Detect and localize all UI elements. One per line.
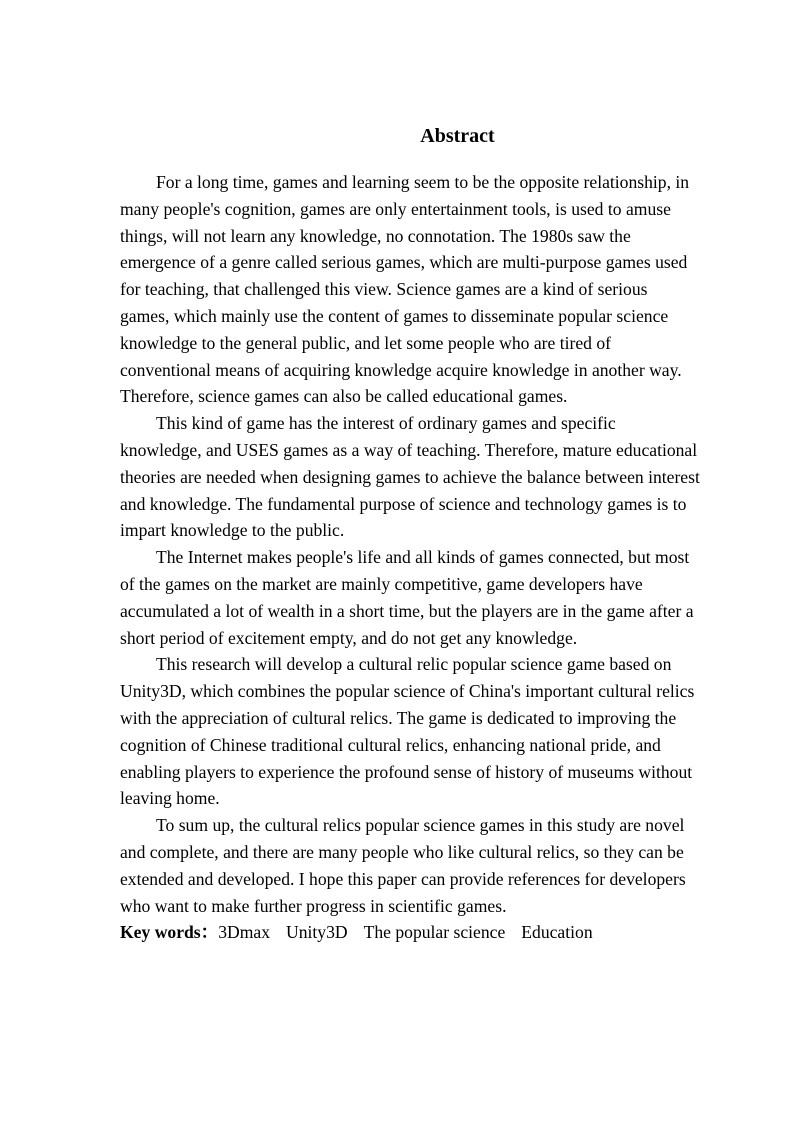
keyword-item: Unity3D bbox=[286, 922, 348, 943]
abstract-paragraph-4: This research will develop a cultural relic popular science game based on Unity3D, which combines the popular science of China's important cultural relics with the appreciation of cultural relics. The game is dedicated to improving the cognition of Chinese traditional cultural relics, enhancing national pride, and enabling players to experience the profound sense of history of museums without leaving home. bbox=[120, 654, 695, 809]
abstract-paragraph-2: This kind of game has the interest of ordinary games and specific knowledge, and USES games as a way of teaching. Therefore, mature educational theories are needed when designing games to achieve the balance between interest and knowledge. The fundamental purpose of science and technology games is to impart knowledge to the public. bbox=[120, 413, 700, 541]
abstract-paragraph-1: For a long time, games and learning seem to be the opposite relationship, in many people's cognition, games are only entertainment tools, is used to amuse things, will not learn any knowledge, no connotation. The 1980s saw the emergence of a genre called serious games, which are multi-purpose games used for teaching, that challenged this view. Science games are a kind of serious games, which mainly use the content of games to disseminate popular science knowledge to the general public, and let some people who are tired of conventional means of acquiring knowledge acquire knowledge in another way. Therefore, science games can also be called educational games. bbox=[120, 172, 690, 407]
keyword-item: Education bbox=[521, 922, 593, 943]
keywords-line bbox=[120, 919, 700, 946]
abstract-paragraph-5: To sum up, the cultural relics popular science games in this study are novel and complete, and there are many people who like cultural relics, so they can be extended and developed. I hope this paper can provide references for developers who want to make further progress in scientific games. bbox=[120, 815, 686, 916]
keyword-item: 3Dmax bbox=[218, 922, 271, 943]
abstract-paragraph-3: The Internet makes people's life and all kinds of games connected, but most of the games on the market are mainly competitive, game developers have accumulated a lot of wealth in a short time, but the players are in the game after a short period of excitement empty, and do not get any knowledge. bbox=[120, 547, 694, 648]
abstract-title: Abstract bbox=[420, 125, 495, 147]
keyword-item: The popular science bbox=[363, 922, 506, 943]
abstract-page bbox=[120, 122, 700, 946]
keywords-label: Key words： bbox=[120, 922, 219, 943]
